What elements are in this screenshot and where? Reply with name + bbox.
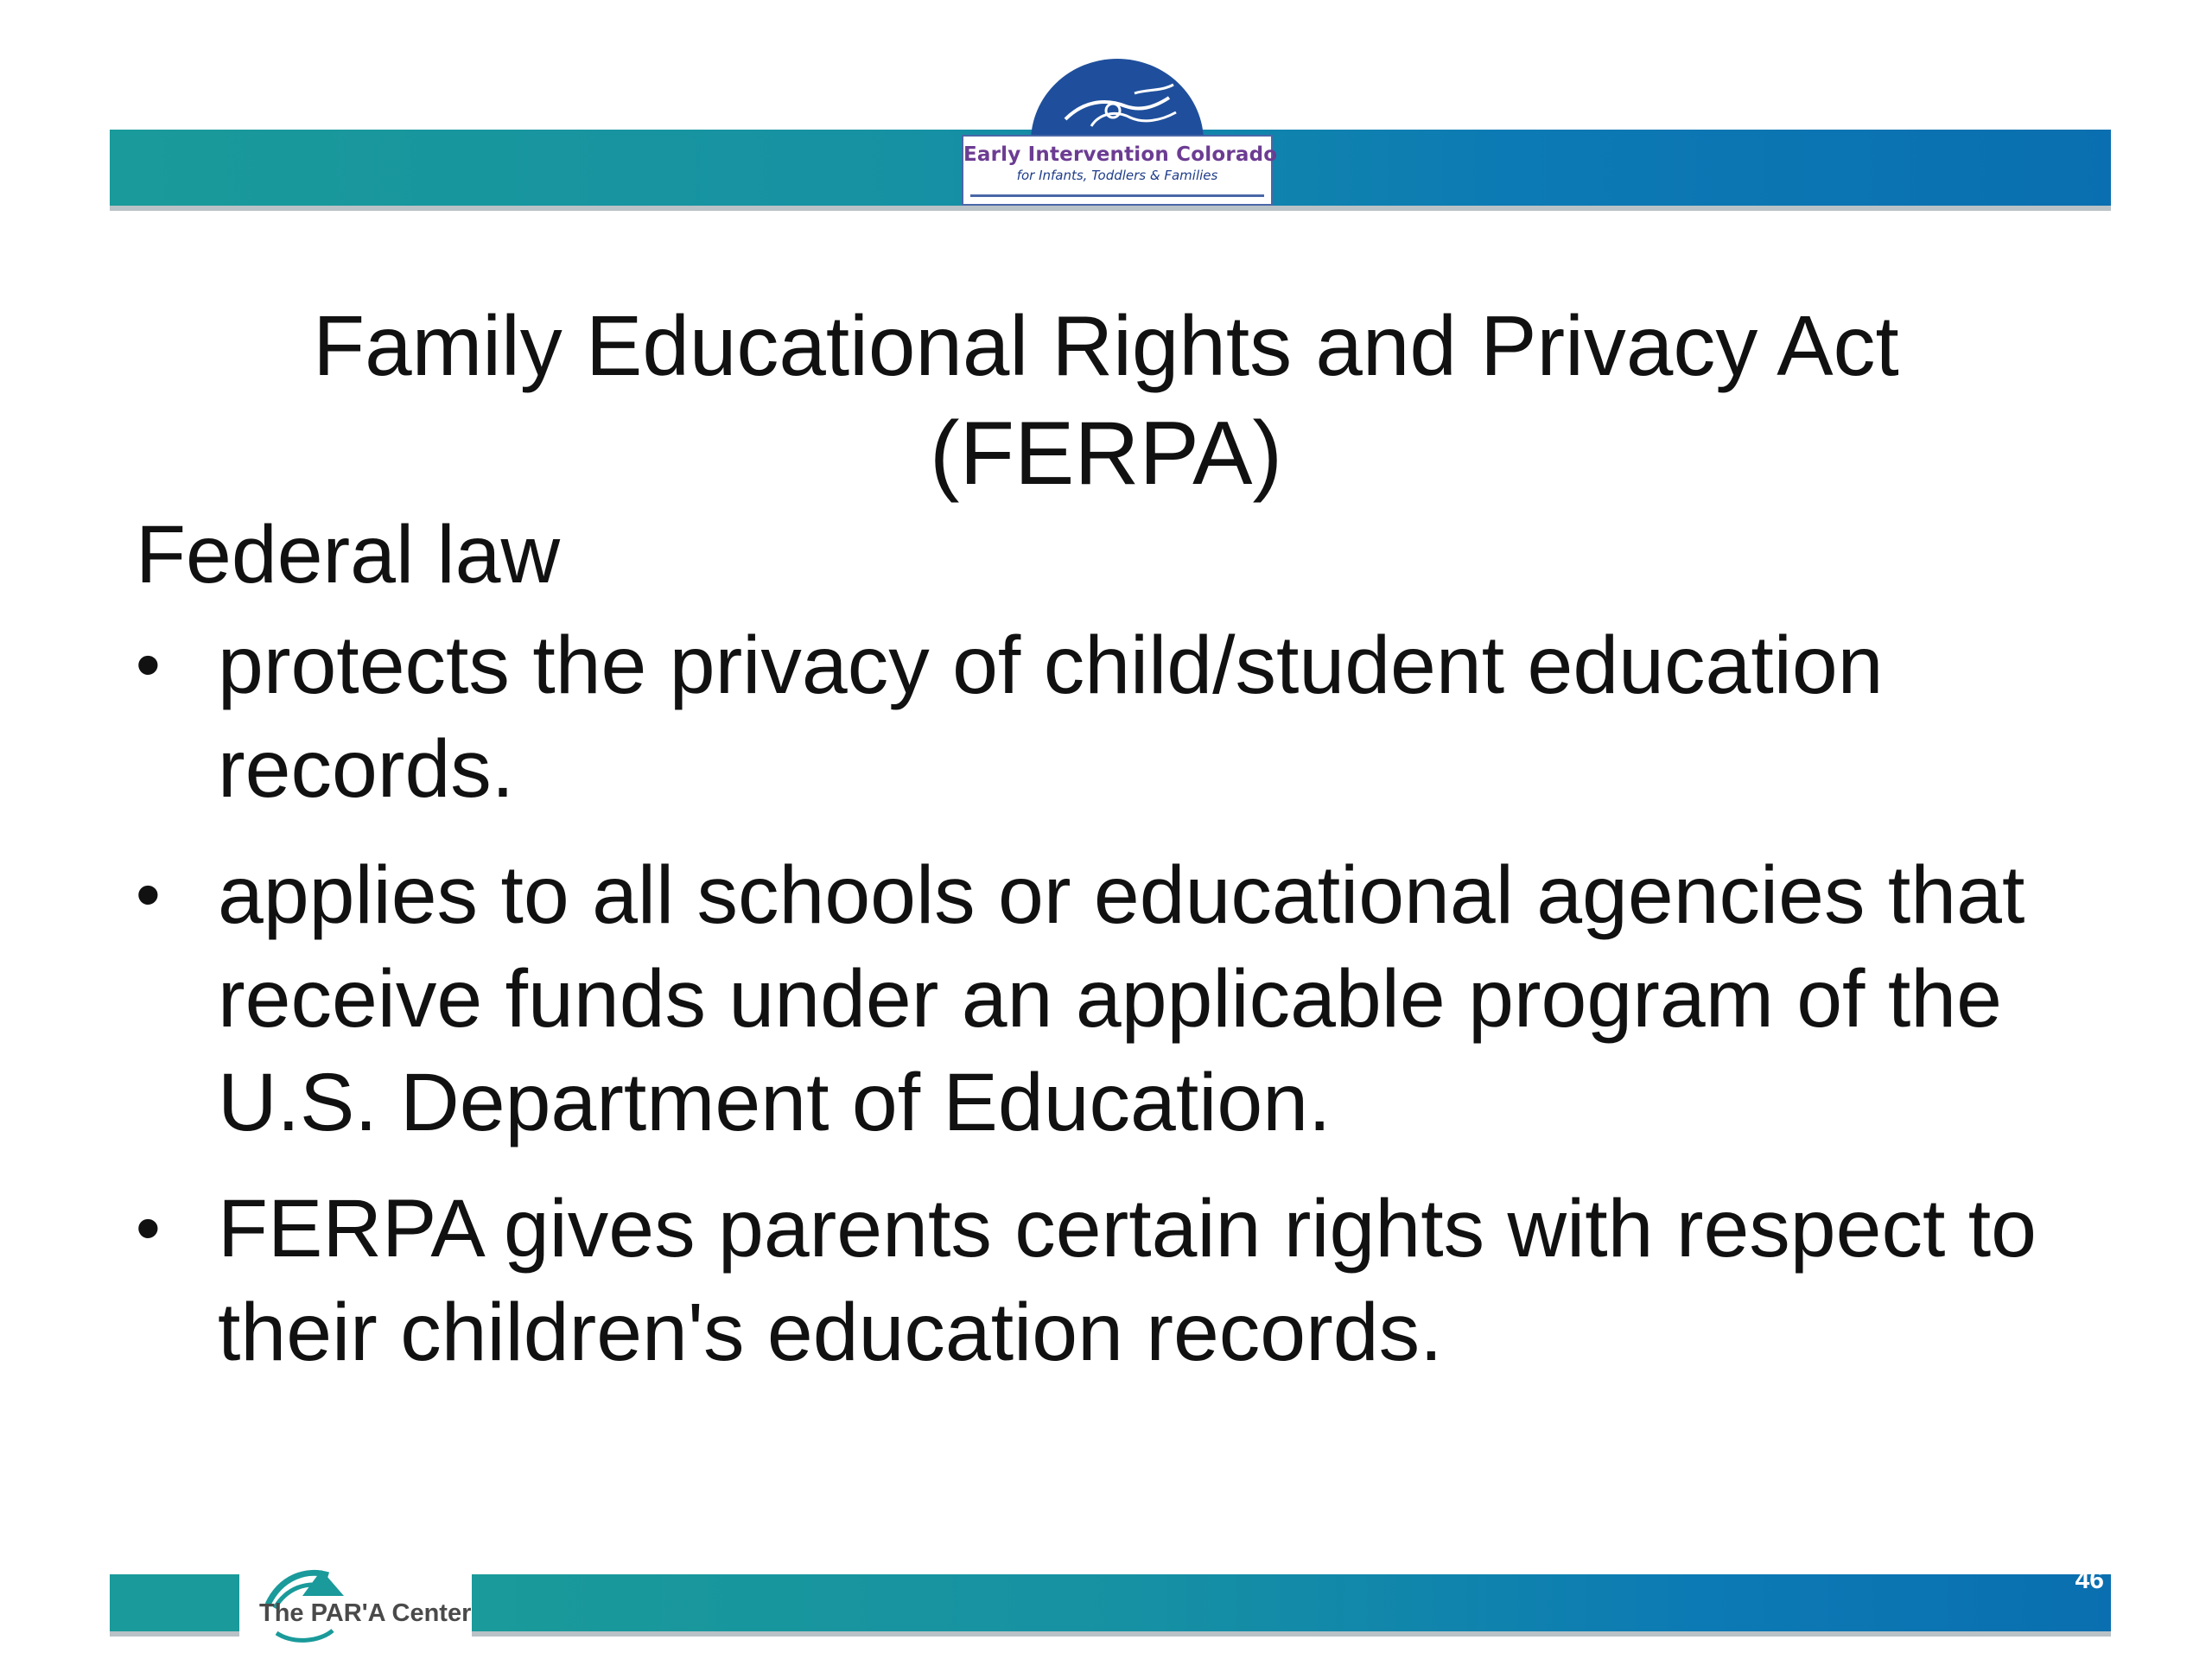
bullet-dot: • — [136, 1189, 161, 1268]
bullet-text: FERPA gives parents certain rights with respect to their children's education records. — [218, 1183, 2037, 1378]
hands-dome-icon — [1031, 59, 1204, 142]
para-center-logo — [251, 1551, 472, 1646]
title-line-1: Family Educational Rights and Privacy Act — [313, 298, 1899, 393]
bullet-dot: • — [136, 855, 161, 934]
bullet-text: protects the privacy of child/student education records. — [218, 620, 1884, 815]
logo-tagline: for Infants, Toddlers & Families — [1016, 168, 1218, 183]
bullet-dot: • — [136, 626, 161, 704]
para-mountain-icon — [259, 1551, 363, 1646]
logo-rule — [970, 194, 1264, 197]
intro-text: Federal law — [136, 509, 561, 601]
bullet-item — [136, 1177, 2088, 1384]
logo-name: Early Intervention Colorado — [963, 143, 1278, 166]
title-line-2: (FERPA) — [929, 404, 1283, 504]
slide-title — [0, 294, 2212, 510]
page-number: 46 — [2075, 1566, 2104, 1594]
early-intervention-logo — [962, 59, 1278, 206]
footer-bar-left — [110, 1574, 239, 1631]
footer-bar-right — [472, 1566, 2111, 1631]
bullet-list — [136, 613, 2088, 1407]
bullet-text: applies to all schools or educational agencies that receive funds under an applicable program of the U.S. Department of Education. — [218, 849, 2025, 1148]
para-center-name: The PAR'A Center — [259, 1599, 472, 1627]
bullet-item — [136, 843, 2088, 1154]
bullet-item — [136, 613, 2088, 821]
logo-text-box — [962, 135, 1278, 206]
